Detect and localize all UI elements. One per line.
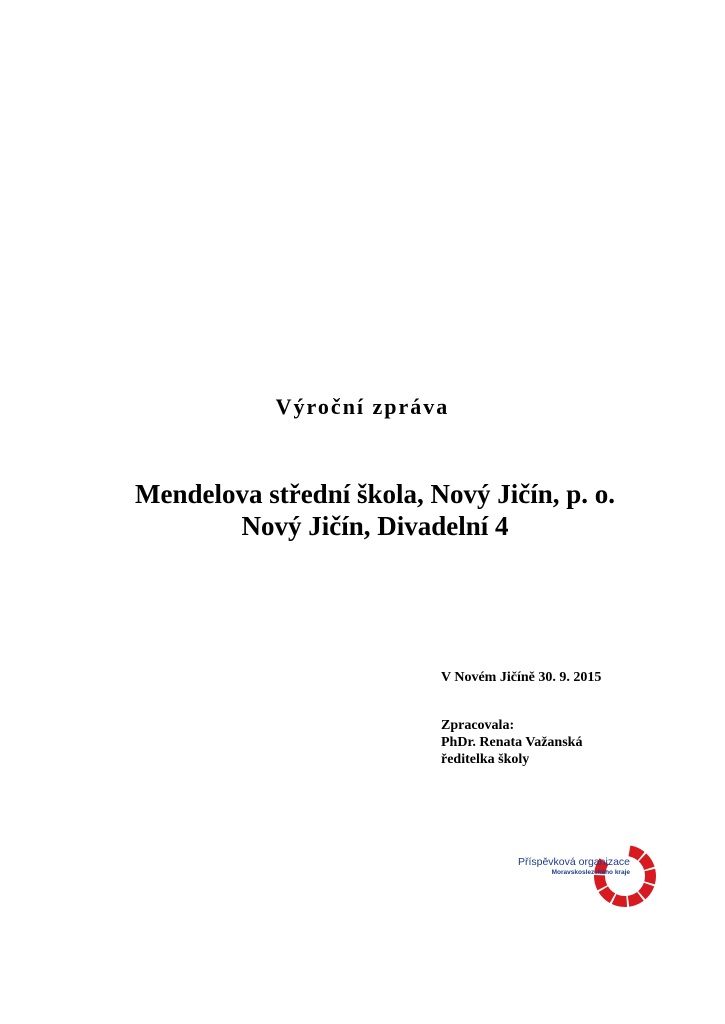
logo-line-region: Moravskoslezského kraje bbox=[551, 869, 630, 876]
author-name: PhDr. Renata Važanská bbox=[441, 735, 583, 750]
place-and-date: V Novém Jičíně 30. 9. 2015 bbox=[441, 670, 602, 685]
school-name-heading: Mendelova střední škola, Nový Jičín, p. o. bbox=[134, 479, 616, 509]
prepared-by-block bbox=[441, 717, 582, 768]
logo-arc-segment bbox=[644, 869, 656, 885]
prepared-by-label: Zpracovala: bbox=[441, 718, 515, 733]
logo-arc-segment bbox=[612, 894, 627, 907]
logo-text bbox=[518, 856, 630, 877]
author-role: ředitelka školy bbox=[441, 752, 530, 767]
school-address-heading: Nový Jičín, Divadelní 4 bbox=[241, 511, 509, 541]
logo-arc-segment bbox=[594, 875, 607, 890]
document-type-title: Výroční zpráva bbox=[275, 394, 450, 419]
logo-arc-segment bbox=[599, 886, 616, 903]
organization-logo bbox=[515, 842, 660, 910]
logo-line-organization: Příspěvková organizace bbox=[517, 856, 630, 868]
